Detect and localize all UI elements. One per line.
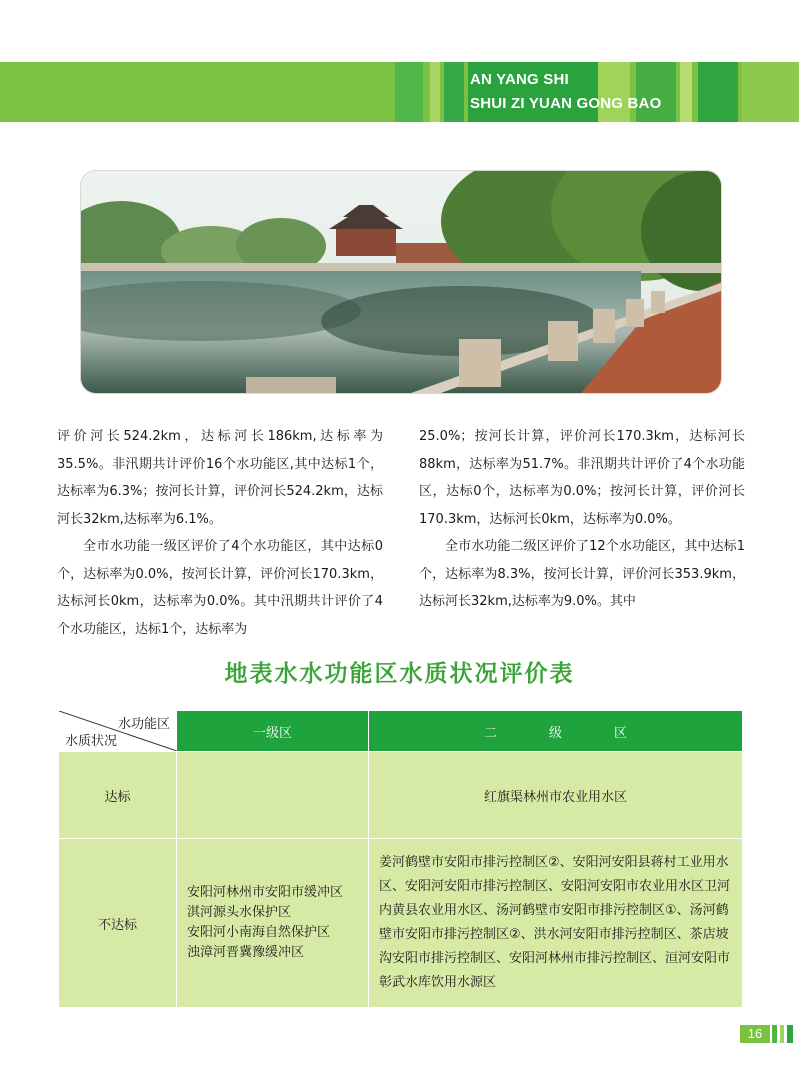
list-item: 浊漳河晋冀豫缓冲区 (187, 945, 305, 960)
header-title (470, 68, 661, 116)
page-number-stripe (780, 1025, 784, 1043)
page-number: 16 (740, 1025, 770, 1043)
table-row (59, 752, 743, 839)
header-line-2: SHUI ZI YUAN GONG BAO (470, 95, 662, 112)
body-right-column (419, 423, 745, 616)
list-item: 淇河源头水保护区 (187, 905, 292, 920)
water-quality-table (58, 710, 743, 1008)
page-number-stripe (772, 1025, 777, 1043)
row-label: 达标 (59, 752, 177, 839)
corner-bottom-label: 水质状况 (65, 734, 118, 749)
level1-cell (177, 752, 369, 839)
paragraph: 评价河长524.2km，达标河长186km,达标率为35.5%。非汛期共计评价16个水功能区,其中达标1个，达标率为6.3%；按河长计算，评价河长524.2km，达标河长32km,达标率为6.1%。 (57, 429, 383, 527)
paragraph: 全市水功能一级区评价了4个水功能区，其中达标0个，达标率为0.0%，按河长计算，评价河长170.3km，达标河长0km，达标率为0.0%。其中汛期共计评价了4个水功能区，达标1个，达标率为 (57, 539, 383, 637)
column-header-level1: 一级区 (177, 711, 369, 752)
level2-cell: 姜河鹤壁市安阳市排污控制区②、安阳河安阳县蒋村工业用水区、安阳河安阳市排污控制区、安阳河安阳市农业用水区卫河内黄县农业用水区、汤河鹤壁市安阳市排污控制区①、汤河鹤壁市安阳市排污控制区②、洪水河安阳市排污控制区、茶店坡沟安阳市排污控制区、安阳河林州市排污控制区、洹河安阳市彰武水库饮用水源区 (369, 839, 743, 1008)
table-corner-header (59, 711, 177, 752)
table-row (59, 839, 743, 1008)
level1-cell (177, 839, 369, 1008)
list-item: 安阳河小南海自然保护区 (187, 925, 331, 940)
level2-cell: 红旗渠林州市农业用水区 (369, 752, 743, 839)
page-number-stripe (787, 1025, 793, 1043)
table-title: 地表水水功能区水质状况评价表 (224, 660, 575, 687)
row-label: 不达标 (59, 839, 177, 1008)
lake-photo (80, 170, 722, 394)
corner-top-label: 水功能区 (117, 717, 170, 732)
header-band (0, 62, 799, 122)
list-item: 安阳河林州市安阳市缓冲区 (187, 885, 344, 900)
column-header-level2: 二级区 (369, 711, 743, 752)
paragraph: 全市水功能二级区评价了12个水功能区，其中达标1个，达标率为8.3%，按河长计算，评价河长353.9km，达标河长32km,达标率为9.0%。其中 (419, 539, 745, 609)
paragraph: 25.0%；按河长计算，评价河长170.3km，达标河长88km，达标率为51.7%。非汛期共计评价了4个水功能区，达标0个，达标率为0.0%；按河长计算，评价河长170.3km，达标河长0km，达标率为0.0%。 (419, 429, 745, 527)
body-left-column (57, 423, 383, 643)
header-line-1: AN YANG SHI (470, 71, 569, 88)
